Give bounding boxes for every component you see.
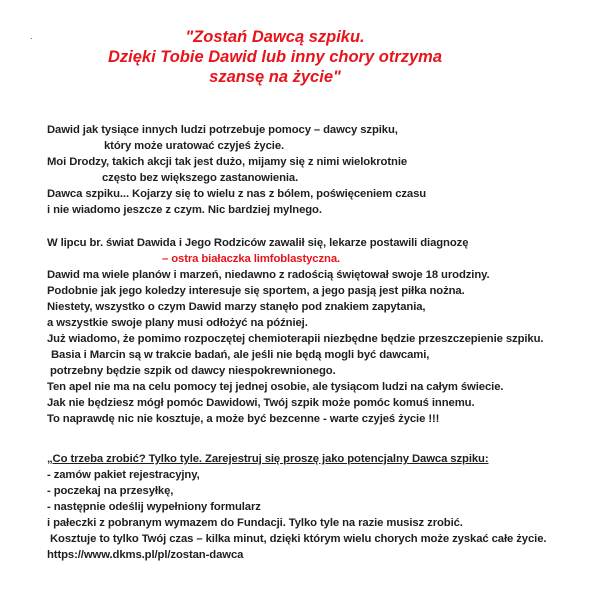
story-line-6: Już wiadomo, że pomimo rozpoczętej chemioterapii niezbędne będzie przeszczepienie szpiku. xyxy=(47,333,544,345)
diagnosis-text: – ostra białaczka limfoblastyczna. xyxy=(162,253,341,265)
intro-line-3: Moi Drodzy, takich akcji tak jest dużo, mijamy się z nimi wielokrotnie xyxy=(47,156,408,168)
story-line-4: Niestety, wszystko o czym Dawid marzy stanęło pod znakiem zapytania, xyxy=(47,301,426,313)
stray-dot: . xyxy=(30,31,33,41)
intro-line-5: Dawca szpiku... Kojarzy się to wielu z nas z bólem, poświęceniem czasu xyxy=(47,188,427,200)
headline xyxy=(60,27,490,87)
step-item: - następnie odeślij wypełniony formularz xyxy=(47,501,261,513)
story-paragraph xyxy=(47,235,543,427)
story-line-7: Basia i Marcin są w trakcie badań, ale jeśli nie będą mogli być dawcami, xyxy=(51,349,430,361)
step-item: - zamów pakiet rejestracyjny, xyxy=(47,469,200,481)
registration-url: https://www.dkms.pl/pl/zostan-dawca xyxy=(47,549,244,561)
howto-line-2: Kosztuje to tylko Twój czas – kilka minut, dzięki którym wielu chorych może zyskać całe życie. xyxy=(50,533,547,545)
story-line-3: Podobnie jak jego koledzy interesuje się sportem, a jego pasją jest piłka nożna. xyxy=(47,285,465,297)
story-line-2: Dawid ma wiele planów i marzeń, niedawno z radością świętował swoje 18 urodziny. xyxy=(47,269,490,281)
howto-paragraph xyxy=(47,451,546,563)
intro-line-2: który może uratować czyjeś życie. xyxy=(104,140,285,152)
story-line-10: Jak nie będziesz mógł pomóc Dawidowi, Twój szpik może pomóc komuś innemu. xyxy=(47,397,475,409)
story-line-1: W lipcu br. świat Dawida i Jego Rodziców zawalił się, lekarze postawili diagnozę xyxy=(47,237,469,249)
intro-line-6: i nie wiadomo jeszcze z czym. Nic bardziej mylnego. xyxy=(47,204,322,216)
intro-paragraph xyxy=(47,122,426,218)
headline-line-3: szansę na życie" xyxy=(209,68,341,86)
intro-line-1: Dawid jak tysiące innych ludzi potrzebuje pomocy – dawcy szpiku, xyxy=(47,124,398,136)
howto-line-1: i pałeczki z pobranym wymazem do Fundacji. Tylko tyle na razie musisz zrobić. xyxy=(47,517,463,529)
headline-line-2: Dzięki Tobie Dawid lub inny chory otrzyma xyxy=(107,48,443,66)
howto-heading: „Co trzeba zrobić? Tylko tyle. Zarejestruj się proszę jako potencjalny Dawca szpiku: xyxy=(47,453,489,465)
headline-line-1: "Zostań Dawcą szpiku. xyxy=(185,28,365,46)
story-line-11: To naprawdę nic nie kosztuje, a może być bezcenne - warte czyjeś życie !!! xyxy=(47,413,440,425)
story-line-8: potrzebny będzie szpik od dawcy niespokrewnionego. xyxy=(50,365,336,377)
story-line-9: Ten apel nie ma na celu pomocy tej jednej osobie, ale tysiącom ludzi na całym świecie. xyxy=(47,381,504,393)
intro-line-4: często bez większego zastanowienia. xyxy=(102,172,299,184)
story-line-5: a wszystkie swoje plany musi odłożyć na później. xyxy=(47,317,308,329)
step-item: - poczekaj na przesyłkę, xyxy=(47,485,174,497)
